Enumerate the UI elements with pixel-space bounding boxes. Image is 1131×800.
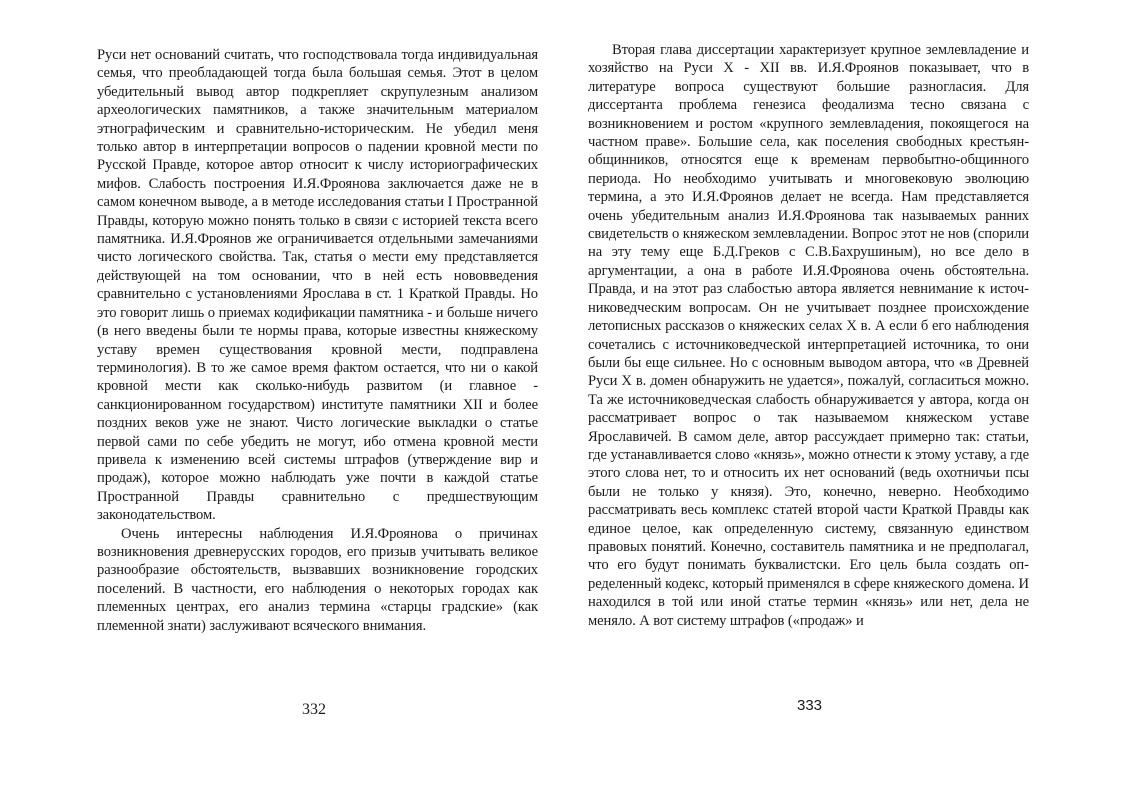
right-page-text [588, 41, 1029, 630]
paragraph: Вторая глава диссертации характеризует крупное землевладение и хозяйство на Руси X - XII вв. И.Я.Фроянов показывает, что в литературе вопроса существуют большие разногласия. Для диссертанта проблема генезиса феодализма тесно связана с возникновением и ростом «крупного землевладения, покоящегося на частном праве». Большие села, как поселения свободных крестьян-общинников, относятся еще к временам первобытно-общинного периода. Но необходимо учитывать и многовековую эволюцию термина, а это И.Я.Фроянов делает не всегда. Нам представляется очень убедительным анализ И.Я.Фроянова так называемых ранних свидетельств о княжеском землевладении. Вопрос этот не нов (спорили на эту тему еще Б.Д.Греков с С.В.Бахрушиным), но все дело в аргументации, а она в работе И.Я.Фроянова очень обстоятельна. Правда, и на этот раз слабостью автора является невнимание к источниковедческим вопросам. Он не учитывает позднее происхождение летописных рассказов о княжеских селах X в. А если б его наблюдения сочетались с источниковедческой интерпретацией источника, то они были бы еще сильнее. Но с основным выводом автора, что «в Древней Руси X в. домен обнаружить не удается», пожалуй, согласиться можно. Та же источниковедческая слабость обнаруживается у автора, когда он рассматривает вопрос о так называемом княжеском уставе Ярославичей. В самом деле, автор рассуждает примерно так: статьи, где устанавливается слово «князь», можно отнести к этому уставу, а где этого слова нет, то и относить их нет оснований (ведь охотничьи псы были не только у князя). Это, конечно, неверно. Необходимо рассматривать весь комплекс статей второй части Краткой Правды как единое целое, как определенную систему, связанную единством правовых понятий. Конечно, составитель памятника и не предполагал, что его будут понимать буквалистски. Его цель была создать определенный кодекс, который применялся в сфере княжеского домена. И находился в той или иной статье термин «князь» или нет, дела не меняло. А вот систему штрафов («продаж» и [588, 42, 1029, 629]
page-number: 333 [797, 697, 823, 714]
left-page [0, 0, 565, 800]
left-page-text [97, 46, 538, 635]
right-page [565, 0, 1131, 800]
paragraph: Очень интересны наблюдения И.Я.Фроянова о причинах возникновения древнерусских городов, его призыв учитывать великое разнообразие обстоятельств, вызвавших возникновение городских поселений. В частности, его наблюдения о некоторых городах как племенных центрах, его анализ термина «старцы градские» (как племенной знати) заслуживают всяческого внимания. [97, 525, 538, 634]
page-number: 332 [302, 701, 326, 718]
paragraph: Руси нет оснований считать, что господствовала тогда индивидуальная семья, что преобладающей тогда была большая семья. Этот в целом убедительный вывод автор подкрепляет скрупулезным анализом археологических памятников, а также значительным материалом этнографическим и сравнительно-историческим. Не убедил меня только автор в интерпретации вопросов о падении кровной мести по Русской Правде, которое автор относит к числу историографических мифов. Слабость построения И.Я.Фроянова заключается даже не в самом конечном выводе, а в методе исследования статьи I Пространной Правды, которую можно понять только в связи с историей текста всего памятника. И.Я.Фроянов же ограничивается отдельными замечаниями чисто логического свойства. Так, статья о мести ему представляется действующей на том основании, что в ней есть нововведения сравнительно с установлениями Ярослава в ст. 1 Краткой Правды. Но это говорит лишь о приемах кодификации памятника - и больше ничего (в него введены были те нормы права, которые известны княжескому уставу времен существования кровной мести, подправлена терминология). В то же самое время фактом остается, что ни о какой кровной мести как сколько-нибудь развитом (и главное - санкционированном государством) институте памятники XII и более поздних веков уже не знают. Чисто логические выкладки о статье первой сами по себе убедить не могут, ибо отмена кровной мести привела к изменению всей системы штрафов (утверждение вир и продаж), которое можно наблюдать уже почти в каждой статье Пространной Правды сравнительно с предшествующим законодательством. [97, 47, 538, 524]
